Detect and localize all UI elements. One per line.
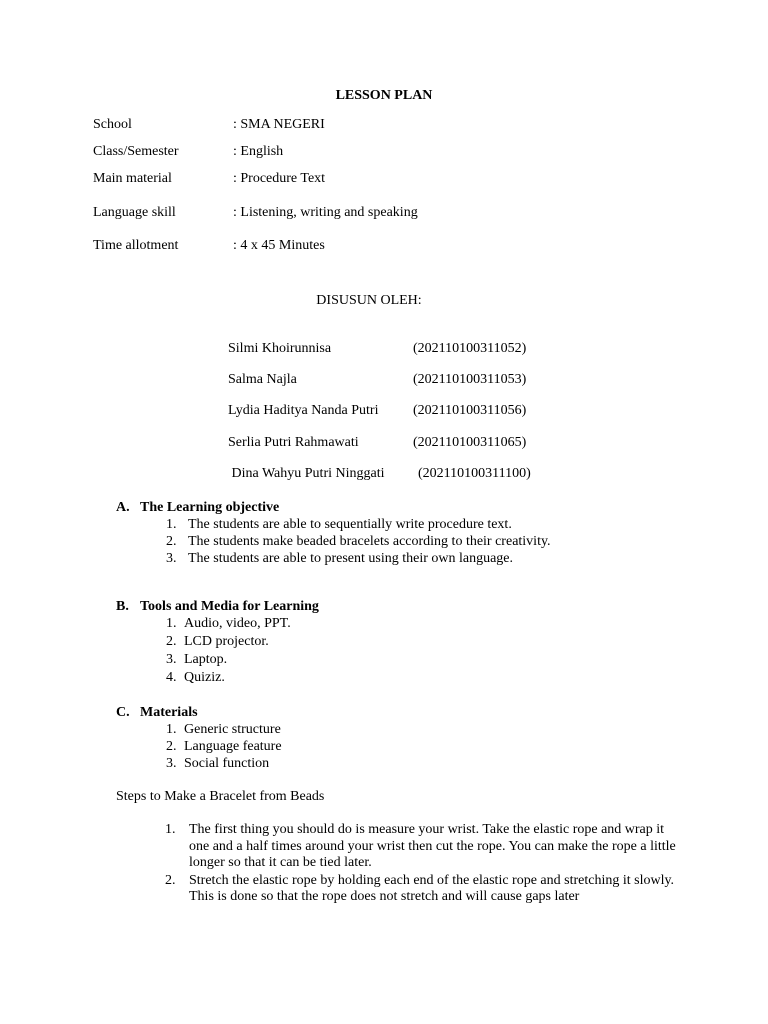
steps-list [165, 822, 685, 907]
list-number: 2. [166, 534, 177, 549]
list-item [116, 738, 282, 755]
author-id: (202110100311052) [413, 341, 527, 356]
list-number: 4. [166, 670, 177, 685]
list-number: 3. [166, 652, 177, 667]
list-number: 2. [166, 634, 177, 649]
author-id: (202110100311100) [418, 466, 531, 481]
step-number: 2. [165, 872, 176, 888]
section-materials [116, 704, 282, 772]
list-text: The students make beaded bracelets according to their creativity. [188, 534, 551, 549]
list-item [116, 755, 282, 772]
list-item [116, 516, 551, 533]
author-name: Lydia Haditya Nanda Putri [228, 403, 379, 418]
info-value: : SMA NEGERI [233, 117, 325, 132]
list-text: Audio, video, PPT. [184, 616, 291, 631]
list-text: Quiziz. [184, 670, 225, 685]
step-text: Stretch the elastic rope by holding each end of the elastic rope and stretching it slowly. This is done so that the rope does not stretch and will cause gaps later [189, 872, 675, 905]
step-text: The first thing you should do is measure your wrist. Take the elastic rope and wrap it one and a half times around your wrist then cut the rope. You can make the rope a little longer so that it can be tied later. [189, 822, 676, 871]
author-name: Silmi Khoirunnisa [228, 341, 332, 356]
section-heading [116, 598, 319, 615]
list-item [116, 533, 551, 550]
step-item [165, 822, 685, 872]
section-heading [116, 704, 282, 721]
list-text: Language feature [184, 739, 282, 754]
section-tools-media [116, 598, 319, 687]
list-text: Generic structure [184, 722, 281, 737]
author-id: (202110100311056) [413, 403, 527, 418]
section-learning-objective [116, 499, 551, 567]
list-number: 1. [166, 517, 177, 532]
steps-title: Steps to Make a Bracelet from Beads [116, 789, 325, 804]
info-label: School [93, 117, 132, 132]
list-text: The students are able to present using their own language. [188, 551, 514, 566]
materials-list [116, 721, 282, 772]
author-id: (202110100311053) [413, 372, 527, 387]
author-name: Dina Wahyu Putri Ninggati [228, 466, 385, 481]
section-letter: A. [116, 500, 130, 515]
list-item [116, 651, 319, 669]
info-value: : Listening, writing and speaking [233, 205, 418, 220]
step-item [165, 873, 685, 906]
list-number: 2. [166, 739, 177, 754]
authored-by-heading: DISUSUN OLEH: [316, 293, 422, 308]
list-item [116, 669, 319, 687]
info-value: : 4 x 45 Minutes [233, 238, 325, 253]
list-item [116, 615, 319, 633]
section-heading [116, 499, 551, 516]
list-item [116, 550, 551, 567]
list-number: 3. [166, 756, 177, 771]
step-number: 1. [165, 822, 176, 837]
section-title: Materials [140, 705, 198, 720]
info-label: Time allotment [93, 238, 179, 253]
section-letter: C. [116, 705, 130, 720]
list-text: The students are able to sequentially write procedure text. [188, 517, 512, 532]
section-title: The Learning objective [140, 500, 280, 515]
objective-list [116, 516, 551, 567]
author-id: (202110100311065) [413, 435, 527, 450]
list-number: 1. [166, 722, 177, 737]
info-label: Class/Semester [93, 144, 179, 159]
author-name: Serlia Putri Rahmawati [228, 435, 359, 450]
info-value: : English [233, 144, 284, 159]
page-title: LESSON PLAN [335, 88, 433, 103]
list-item [116, 633, 319, 651]
info-label: Language skill [93, 205, 176, 220]
list-number: 3. [166, 551, 177, 566]
list-text: LCD projector. [184, 634, 269, 649]
tools-list [116, 615, 319, 687]
list-text: Social function [184, 756, 270, 771]
info-value: : Procedure Text [233, 171, 326, 186]
list-item [116, 721, 282, 738]
section-letter: B. [116, 599, 129, 614]
author-name: Salma Najla [228, 372, 297, 387]
list-number: 1. [166, 616, 177, 631]
list-text: Laptop. [184, 652, 228, 667]
section-title: Tools and Media for Learning [140, 599, 319, 614]
info-label: Main material [93, 171, 172, 186]
